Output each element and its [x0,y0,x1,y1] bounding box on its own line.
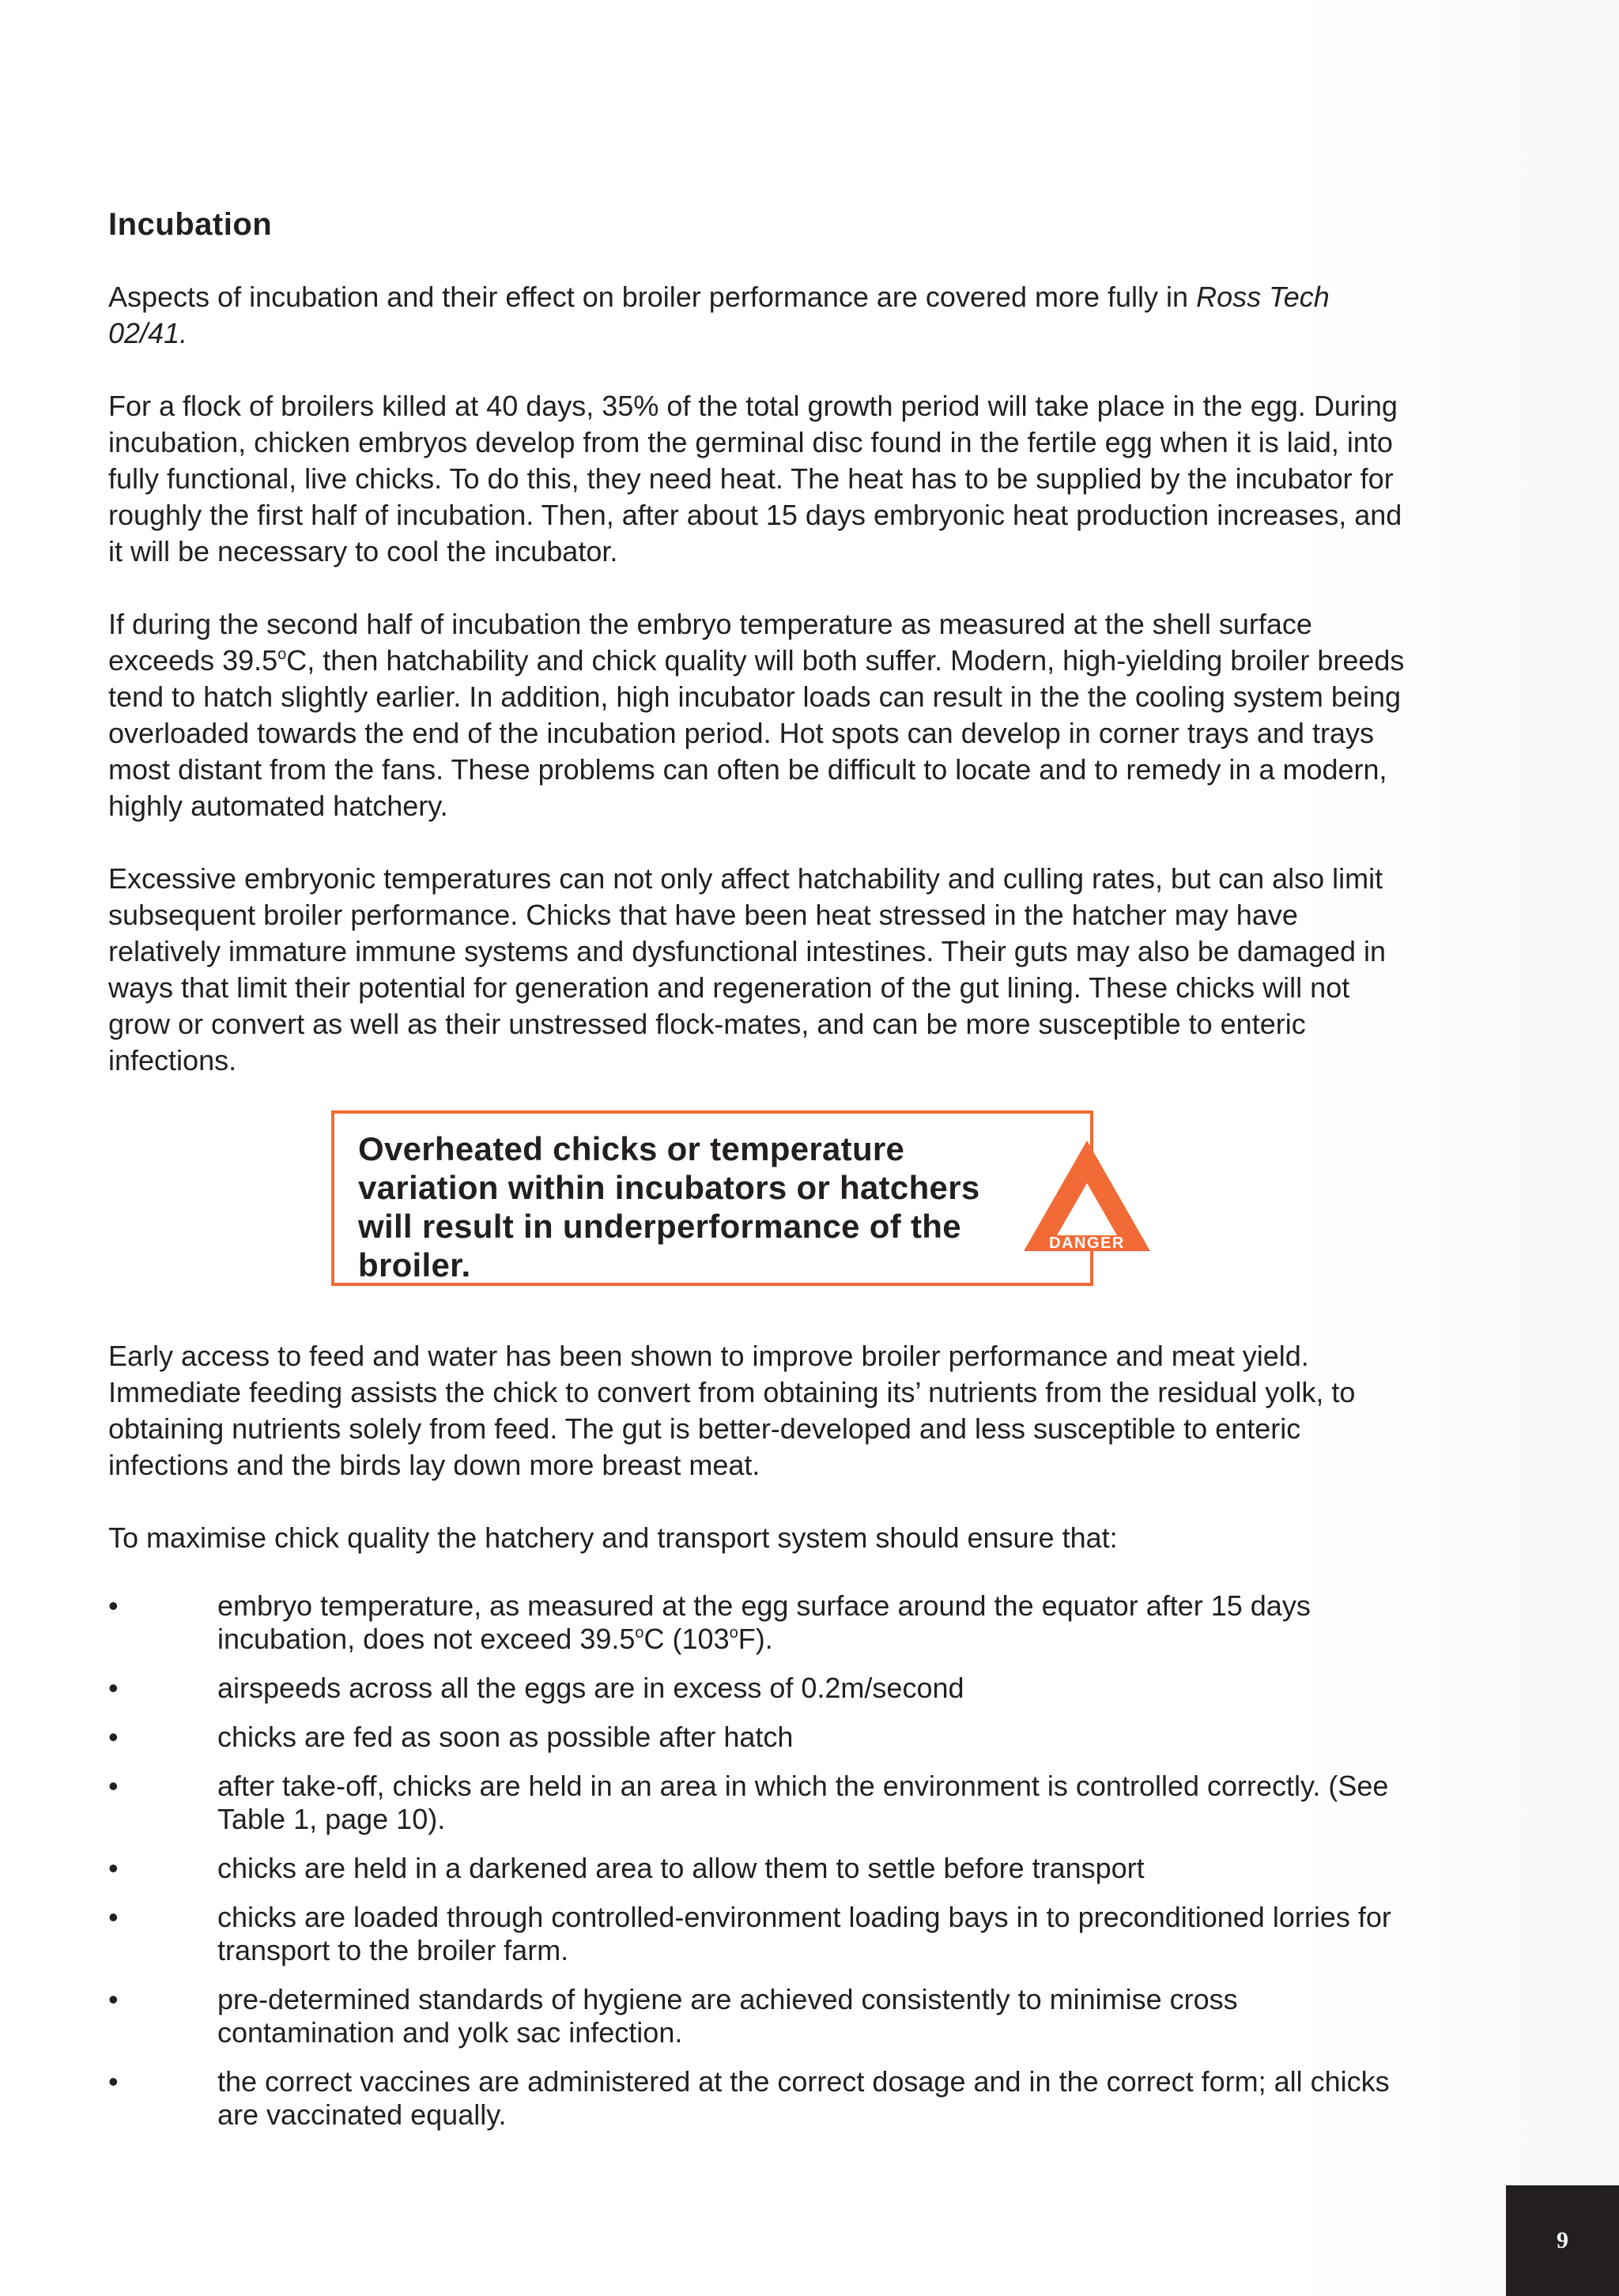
danger-callout-box [331,1110,1093,1286]
danger-triangle-icon [1019,1136,1155,1254]
danger-callout-text: Overheated chicks or temperature variation within incubators or hatchers will result in underperformance of the broiler. [358,1130,980,1284]
paragraph-excessive-temperatures: Excessive embryonic temperatures can not only affect hatchability and culling rates, but can also limit subsequent broiler performance. Chicks that have been heat stressed in the hatcher may have relatively immature immune systems and dysfunctional intestines. Their guts may also be damaged in ways that limit their potential for generation and regeneration of the gut lining. These chicks will not grow or convert as well as their unstressed flock-mates, and can be more susceptible to enteric infections. [108,862,1387,1076]
paragraph-embryo-temperature [108,606,1405,824]
bullet: • [108,1721,119,1753]
bullet: • [108,1983,119,2015]
paragraph-intro [108,279,1405,352]
bullet: • [108,1589,119,1622]
list-item-text-a: embryo temperature, as measured at the egg surface around the equator after 15 days incubation, does not exceed 39.5 [217,1589,1311,1655]
list-item-text: chicks are held in a darkened area to allow them to settle before transport [217,1852,1145,1884]
danger-callout [331,1110,1164,1292]
list-item [108,1770,1405,1836]
list-item [108,2065,1405,2132]
danger-icon-label: DANGER [1049,1235,1125,1252]
degree-symbol: o [729,1624,738,1642]
list-item-text: pre-determined standards of hygiene are achieved consistently to minimise cross contamination and yolk sac infection. [217,1983,1238,2049]
intro-text: Aspects of incubation and their effect on broiler performance are covered more fully in [108,281,1197,313]
list-item [108,1901,1405,1967]
list-item-text-b: C (103 [643,1623,730,1655]
bullet: • [108,1901,119,1933]
bullet: • [108,1770,119,1802]
list-item-text: chicks are loaded through controlled-environment loading bays in to preconditioned lorries for transport to the broiler farm. [217,1901,1391,1966]
reference-italic: Ross Tech 02/41. [108,281,1330,349]
bullet: • [108,1672,119,1704]
list-item-text: airspeeds across all the eggs are in excess of 0.2m/second [217,1672,964,1704]
degree-symbol: o [635,1624,644,1642]
page-number: 9 [1506,2185,1619,2296]
list-item [108,1721,1405,1754]
paragraph-growth-period: For a flock of broilers killed at 40 days, 35% of the total growth period will take place in the egg. During incubation, chicken embryos develop from the germinal disc found in the fertile egg when it is laid, into fully functional, live chicks. To do this, they need heat. The heat has to be supplied by the incubator for roughly the first half of incubation. Then, after about 15 days embryonic heat production increases, and it will be necessary to cool the incubator. [108,390,1402,567]
bullet: • [108,1852,119,1884]
embryo-temp-text-b: C, then hatchability and chick quality will both suffer. Modern, high-yielding broiler breeds tend to hatch slightly earlier. In addition, high incubator loads can result in the the cooling system being overloaded towards the end of the incubation period. Hot spots can develop in corner trays and trays most distant from the fans. These problems can often be difficult to locate and to remedy in a modern, highly automated hatchery. [108,644,1405,822]
list-item [108,1589,1405,1656]
list-item-text: the correct vaccines are administered at the correct dosage and in the correct form; all chicks are vaccinated equally. [217,2065,1390,2131]
list-item-text: after take-off, chicks are held in an area in which the environment is controlled correctly. (See Table 1, page 10). [217,1770,1389,1835]
requirements-list [108,1589,1405,2132]
bullet: • [108,2065,119,2098]
embryo-temp-text-a: If during the second half of incubation the embryo temperature as measured at the shell surface exceeds 39.5 [108,608,1312,677]
page-content [108,207,1405,2147]
section-heading: Incubation [108,207,273,242]
list-item-text-c: F). [738,1623,773,1655]
degree-symbol: o [277,646,287,663]
paragraph-early-feeding: Early access to feed and water has been shown to improve broiler performance and meat yield. Immediate feeding assists the chick to convert from obtaining its’ nutrients from the residual yolk, to obtaining nutrients solely from feed. The gut is better-developed and less susceptible to enteric infections and the birds lay down more breast meat. [108,1340,1356,1481]
paragraph-list-intro: To maximise chick quality the hatchery and transport system should ensure that: [108,1521,1118,1554]
list-item-text: chicks are fed as soon as possible after hatch [217,1721,794,1753]
list-item [108,1672,1405,1705]
list-item [108,1852,1405,1885]
list-item [108,1983,1405,2049]
